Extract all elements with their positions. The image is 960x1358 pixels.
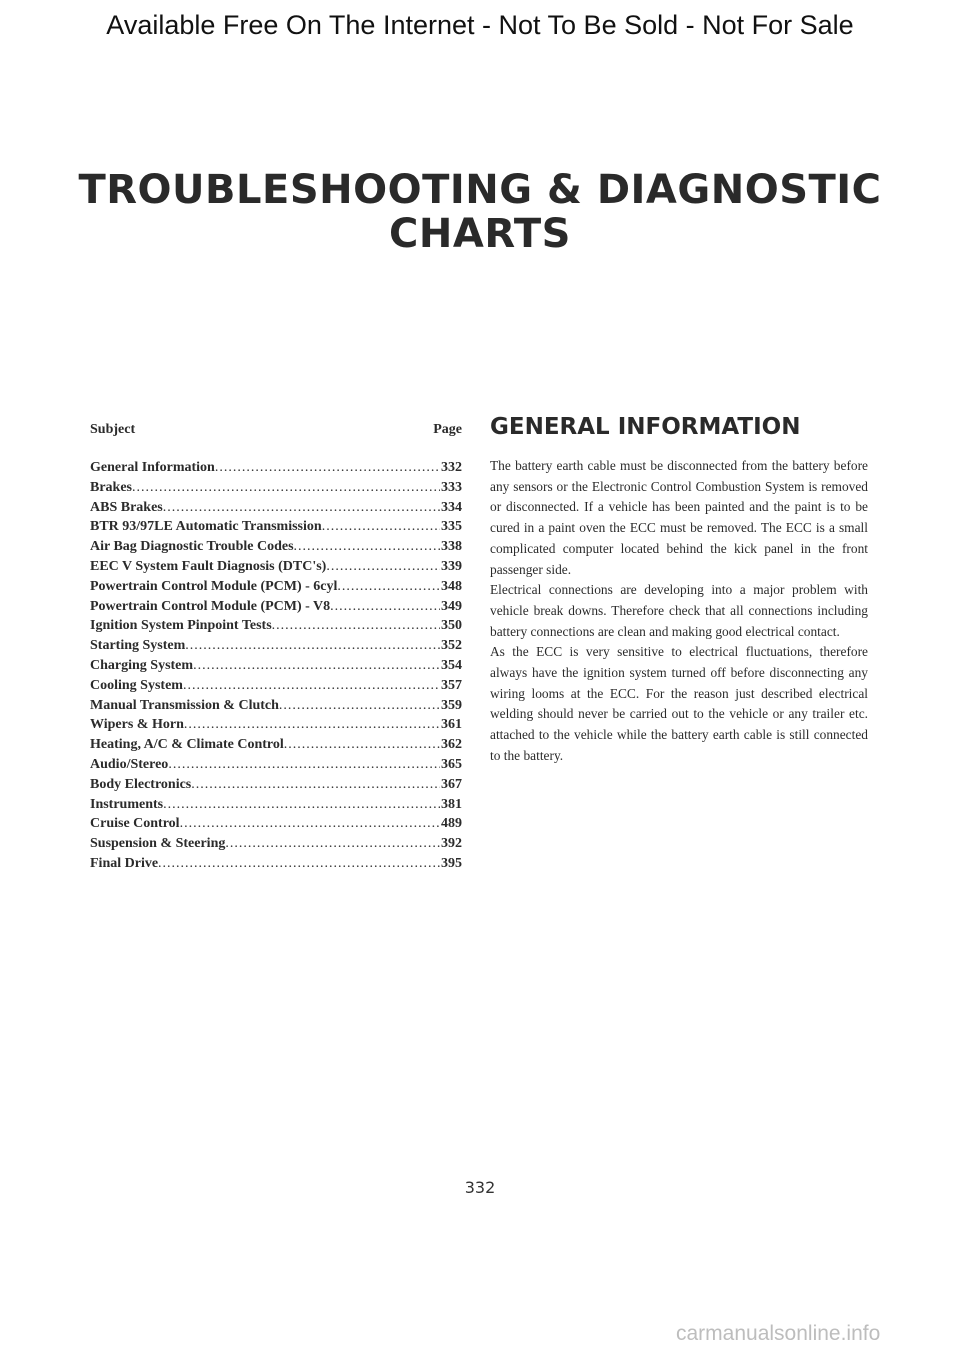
site-watermark: carmanualsonline.info bbox=[676, 1322, 881, 1345]
toc-entry-label: Audio/Stereo bbox=[90, 756, 169, 772]
toc-entry bbox=[90, 618, 462, 638]
table-of-contents bbox=[90, 422, 462, 876]
toc-entry-page: 349 bbox=[441, 598, 462, 614]
toc-entry-page: 361 bbox=[441, 717, 462, 733]
toc-entry-leader bbox=[163, 797, 440, 813]
toc-entry bbox=[90, 678, 462, 698]
toc-entry-leader bbox=[163, 500, 440, 516]
toc-entry bbox=[90, 737, 462, 757]
toc-entry-label: Instruments bbox=[90, 796, 164, 812]
toc-entry-label: Powertrain Control Module (PCM) - V8 bbox=[90, 598, 331, 614]
toc-entry-page: 334 bbox=[441, 499, 462, 515]
toc-entry-page: 350 bbox=[441, 618, 462, 634]
toc-page-header: Page bbox=[433, 422, 462, 437]
toc-entry-page: 367 bbox=[441, 776, 462, 792]
toc-entry-label: Ignition System Pinpoint Tests bbox=[90, 618, 272, 634]
toc-entry-label: Cruise Control bbox=[90, 816, 180, 832]
toc-entry-label: Brakes bbox=[90, 479, 132, 495]
toc-entry-page: 352 bbox=[441, 638, 462, 654]
toc-entry-label: ABS Brakes bbox=[90, 499, 163, 515]
toc-entry-leader bbox=[191, 777, 440, 793]
toc-entry-label: Suspension & Steering bbox=[90, 836, 226, 852]
toc-entry-leader bbox=[272, 618, 440, 634]
toc-entry-page: 381 bbox=[441, 796, 462, 812]
general-information-section bbox=[490, 414, 868, 767]
toc-entry-page: 348 bbox=[441, 578, 462, 594]
toc-entry-label: EEC V System Fault Diagnosis (DTC's) bbox=[90, 558, 327, 574]
toc-entry-leader bbox=[183, 678, 440, 694]
toc-entry bbox=[90, 539, 462, 559]
toc-entry-page: 339 bbox=[441, 558, 462, 574]
toc-entry-label: General Information bbox=[90, 460, 215, 475]
toc-entry bbox=[90, 460, 462, 480]
toc-entry bbox=[90, 658, 462, 678]
page-title bbox=[0, 168, 960, 256]
toc-entry-page: 395 bbox=[441, 855, 462, 871]
toc-entry-leader bbox=[279, 698, 440, 714]
toc-entry bbox=[90, 797, 462, 817]
page-title-line-2: CHARTS bbox=[389, 211, 571, 257]
toc-entry-page: 359 bbox=[441, 697, 462, 713]
toc-entry-leader bbox=[185, 638, 440, 654]
info-paragraph: The battery earth cable must be disconnected from the battery before any sensors or the Electronic Control Combustion System is removed or disconnected. If a vehicle has been painted and the paint is to be cured in a paint oven the ECC must be removed. The ECC is a small complicated computer located behind the kick panel in the front passenger side. bbox=[490, 458, 868, 577]
toc-entry-leader bbox=[284, 737, 440, 753]
toc-entry bbox=[90, 856, 462, 876]
toc-entry bbox=[90, 816, 462, 836]
info-paragraph: Electrical connections are developing into a major problem with vehicle break downs. Therefore check that all connections including battery connections are clean and making good electrical contact. bbox=[490, 582, 868, 639]
header-banner: Available Free On The Internet - Not To Be Sold - Not For Sale bbox=[106, 10, 854, 40]
toc-entry-label: Powertrain Control Module (PCM) - 6cyl bbox=[90, 578, 338, 594]
toc-entry-page: 333 bbox=[441, 479, 462, 495]
toc-entry-leader bbox=[193, 658, 440, 674]
toc-entry-leader bbox=[184, 717, 440, 733]
toc-entry bbox=[90, 579, 462, 599]
toc-entry bbox=[90, 638, 462, 658]
toc-entry-label: Final Drive bbox=[90, 855, 159, 871]
toc-entry-label: Wipers & Horn bbox=[90, 717, 184, 733]
toc-entry bbox=[90, 599, 462, 619]
toc-entry-label: Starting System bbox=[90, 638, 186, 654]
toc-header bbox=[90, 422, 462, 448]
toc-entry bbox=[90, 500, 462, 520]
toc-entry-page: 392 bbox=[441, 836, 462, 852]
toc-entry bbox=[90, 717, 462, 737]
toc-entry bbox=[90, 698, 462, 718]
toc-entry-page: 365 bbox=[441, 756, 462, 772]
toc-entry-label: Charging System bbox=[90, 657, 194, 673]
toc-entry-page: 362 bbox=[441, 737, 462, 753]
toc-list bbox=[90, 460, 462, 876]
toc-entry-leader bbox=[337, 579, 440, 595]
toc-entry-label: Cooling System bbox=[90, 677, 183, 693]
page-number: 332 bbox=[464, 1178, 496, 1197]
toc-entry-page: 489 bbox=[441, 816, 462, 832]
toc-entry bbox=[90, 559, 462, 579]
toc-entry bbox=[90, 777, 462, 797]
toc-entry bbox=[90, 480, 462, 500]
toc-entry-label: BTR 93/97LE Automatic Transmission bbox=[90, 519, 322, 535]
toc-entry-leader bbox=[294, 539, 440, 555]
toc-entry-page: 357 bbox=[441, 677, 462, 693]
toc-subject-header: Subject bbox=[90, 422, 136, 437]
toc-entry-leader bbox=[330, 599, 440, 615]
toc-entry-page: 332 bbox=[441, 460, 462, 475]
toc-entry-leader bbox=[215, 460, 440, 476]
info-paragraph: As the ECC is very sensitive to electrical fluctuations, therefore always have the ignition system turned off before disconnecting any wiring looms at the ECC. For the reason just described electrical welding should never be carried out to the vehicle or any trailer etc. attached to the vehicle while the battery earth cable is still connected to the battery. bbox=[490, 644, 868, 763]
toc-entry-page: 335 bbox=[441, 519, 462, 535]
toc-entry-label: Heating, A/C & Climate Control bbox=[90, 737, 284, 753]
toc-entry-leader bbox=[225, 836, 440, 852]
toc-entry-label: Air Bag Diagnostic Trouble Codes bbox=[90, 539, 294, 555]
toc-entry-page: 338 bbox=[441, 539, 462, 555]
toc-entry-leader bbox=[326, 559, 440, 575]
toc-entry-page: 354 bbox=[441, 657, 462, 673]
toc-entry-leader bbox=[158, 856, 440, 872]
page-title-line-1: TROUBLESHOOTING & DIAGNOSTIC bbox=[78, 167, 882, 213]
general-information-heading: GENERAL INFORMATION bbox=[490, 414, 801, 440]
toc-entry-leader bbox=[180, 816, 440, 832]
toc-entry bbox=[90, 836, 462, 856]
toc-entry-label: Manual Transmission & Clutch bbox=[90, 697, 279, 713]
toc-entry-leader bbox=[132, 480, 440, 496]
toc-entry-leader bbox=[322, 519, 440, 535]
toc-entry bbox=[90, 519, 462, 539]
toc-entry-label: Body Electronics bbox=[90, 776, 192, 792]
toc-entry-leader bbox=[168, 757, 440, 773]
toc-entry bbox=[90, 757, 462, 777]
